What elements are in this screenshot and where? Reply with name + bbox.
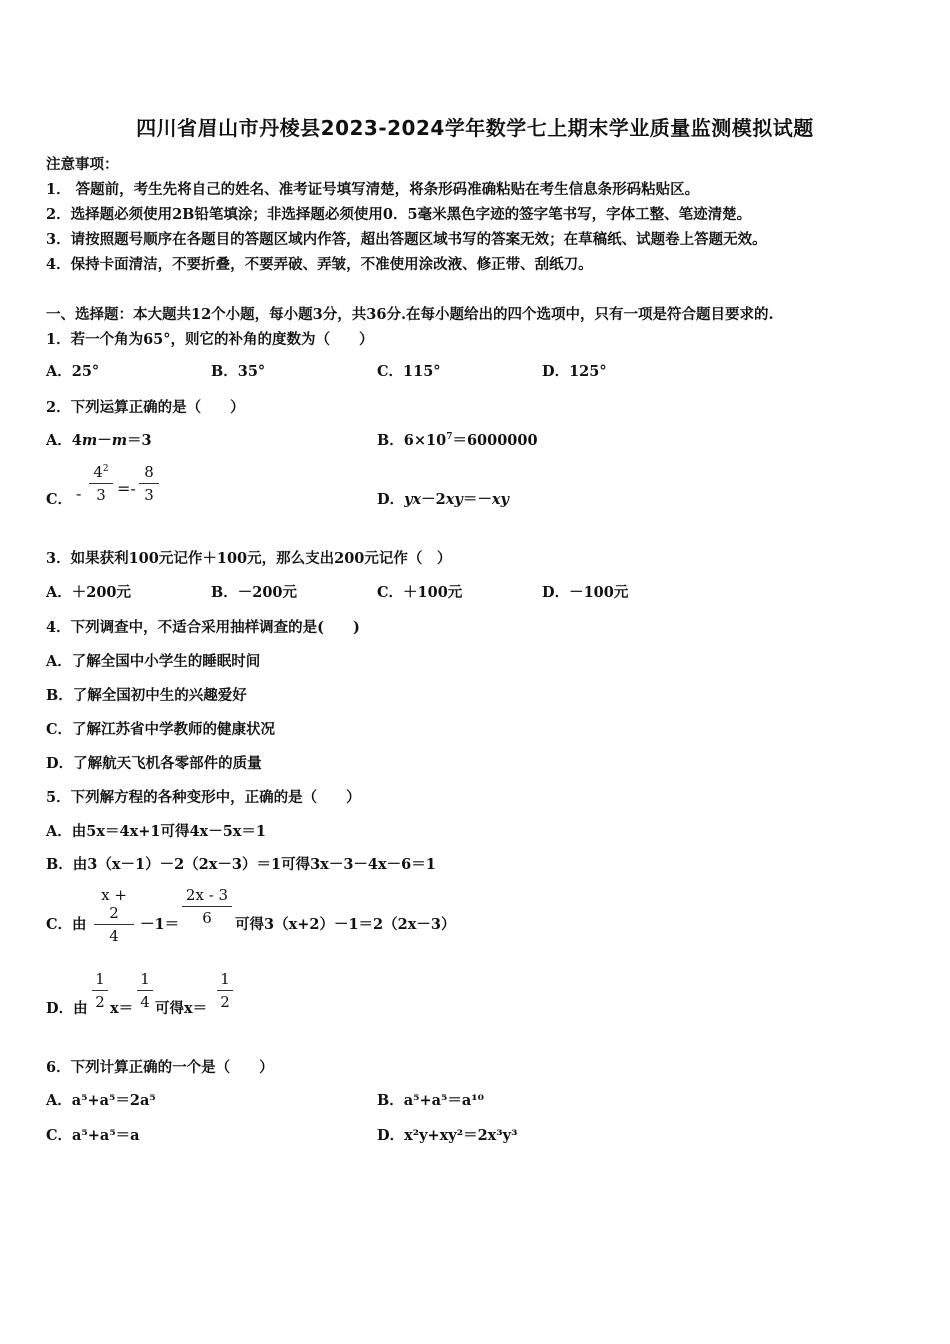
q4-option-c: C．了解江苏省中学教师的健康状况 — [46, 721, 276, 738]
exponent: 2 — [102, 464, 109, 474]
question-5-stem: 5．下列解方程的各种变形中，正确的是（ ） — [46, 789, 361, 806]
fraction-1-over-2 — [217, 970, 233, 1011]
op: ＝－ — [462, 491, 492, 508]
question-1-stem: 1．若一个角为65°，则它的补角的度数为（ ） — [46, 331, 374, 348]
option-label: A． — [46, 432, 72, 449]
fraction-x-plus-2-over-4 — [94, 886, 134, 945]
numerator: 1 — [140, 970, 150, 988]
q3-option-d: D．－100元 — [542, 584, 629, 601]
q4-option-d: D．了解航天飞机各零部件的质量 — [46, 755, 262, 772]
section-heading: 一、选择题：本大题共12个小题，每小题3分，共36分.在每小题给出的四个选项中，只有一项是符合题目要求的. — [46, 306, 774, 323]
q4-option-b: B．了解全国初中生的兴趣爱好 — [46, 687, 247, 704]
numerator: 1 — [95, 970, 105, 988]
numerator: 4 — [93, 463, 103, 481]
q2-option-c-label: C． — [46, 491, 73, 508]
q3-option-b: B．－200元 — [211, 584, 298, 601]
question-4-stem: 4．下列调查中，不适合采用抽样调查的是( ) — [46, 619, 360, 636]
numerator: 2x - 3 — [185, 886, 229, 904]
numerator: x + 2 — [101, 886, 127, 922]
q2-option-b — [377, 429, 538, 450]
term: yx — [404, 491, 422, 508]
var: m — [111, 432, 128, 449]
page-title: 四川省眉山市丹棱县2023-2024学年数学七上期末学业质量监测模拟试题 — [136, 116, 814, 140]
var: m — [81, 432, 98, 449]
q1-option-a: A．25° — [46, 363, 100, 380]
rest: ＝3 — [127, 432, 152, 449]
question-6-stem: 6．下列计算正确的一个是（ ） — [46, 1059, 274, 1076]
rest: ＝6000000 — [452, 432, 538, 449]
notice-heading: 注意事项： — [46, 156, 119, 173]
exponent: 7 — [446, 432, 453, 443]
q6-option-b: B．a⁵+a⁵＝a¹⁰ — [377, 1092, 484, 1109]
q5-option-c-rest: 可得3（x+2）－1＝2（2x－3） — [235, 916, 456, 933]
question-2-stem: 2．下列运算正确的是（ ） — [46, 399, 245, 416]
q1-option-c: C．115° — [377, 363, 441, 380]
notice-item: 1． 答题前，考生先将自己的姓名、准考证号填写清楚，将条形码准确粘贴在考生信息条形码粘贴区。 — [46, 181, 700, 198]
denominator: 3 — [139, 483, 159, 504]
op: － — [97, 432, 112, 449]
q3-option-a: A．＋200元 — [46, 584, 132, 601]
q6-option-a: A．a⁵+a⁵＝2a⁵ — [46, 1092, 156, 1109]
fraction-1-over-4 — [137, 970, 153, 1011]
denominator: 2 — [92, 990, 108, 1011]
op: －2 — [421, 491, 446, 508]
fraction-2x-minus-3-over-6 — [182, 886, 232, 927]
option-label: B．6×10 — [377, 432, 447, 449]
q2-option-a — [46, 429, 152, 450]
question-3-stem: 3．如果获利100元记作＋100元，那么支出200元记作（ ） — [46, 550, 452, 567]
equals-minus: =- — [117, 479, 136, 498]
q1-option-b: B．35° — [211, 363, 266, 380]
q6-option-d: D．x²y+xy²＝2x³y³ — [377, 1127, 518, 1144]
denominator: 2 — [217, 990, 233, 1011]
minus-sign: - — [76, 484, 82, 503]
option-label: D． — [377, 491, 405, 508]
numerator: 8 — [144, 463, 154, 481]
denominator: 3 — [89, 483, 113, 504]
q5-option-a: A．由5x＝4x+1可得4x－5x＝1 — [46, 823, 267, 840]
x-equals: x＝ — [110, 1000, 134, 1017]
notice-item: 2．选择题必须使用2B铅笔填涂；非选择题必须使用0．5毫米黑色字迹的签字笔书写，字体工整、笔迹清楚。 — [46, 206, 752, 223]
q5-option-b: B．由3（x－1）－2（2x－3）＝1可得3x－3－4x－6＝1 — [46, 856, 436, 873]
minus-one-equals: －1＝ — [140, 916, 180, 933]
coef: 4 — [71, 432, 82, 449]
term: xy — [445, 491, 463, 508]
fraction-4sq-over-3 — [89, 463, 113, 504]
q2-option-d — [377, 488, 509, 509]
term: xy — [491, 491, 509, 508]
denominator: 6 — [182, 906, 232, 927]
q3-option-c: C．＋100元 — [377, 584, 463, 601]
denominator: 4 — [94, 924, 134, 945]
notice-item: 4．保持卡面清洁，不要折叠，不要弄破、弄皱，不准使用涂改液、修正带、刮纸刀。 — [46, 256, 593, 273]
fraction-1-over-2 — [92, 970, 108, 1011]
fraction-8-over-3 — [139, 463, 159, 504]
notice-item: 3．请按照题号顺序在各题目的答题区域内作答，超出答题区域书写的答案无效；在草稿纸、试题卷上答题无效。 — [46, 231, 767, 248]
q4-option-a: A．了解全国中小学生的睡眠时间 — [46, 653, 261, 670]
q5-option-d-label: D．由 — [46, 1000, 88, 1017]
can-get-x-equals: 可得x＝ — [155, 1000, 208, 1017]
q5-option-c-label: C．由 — [46, 916, 87, 933]
numerator: 1 — [220, 970, 230, 988]
q6-option-c: C．a⁵+a⁵＝a — [46, 1127, 140, 1144]
q1-option-d: D．125° — [542, 363, 607, 380]
denominator: 4 — [137, 990, 153, 1011]
